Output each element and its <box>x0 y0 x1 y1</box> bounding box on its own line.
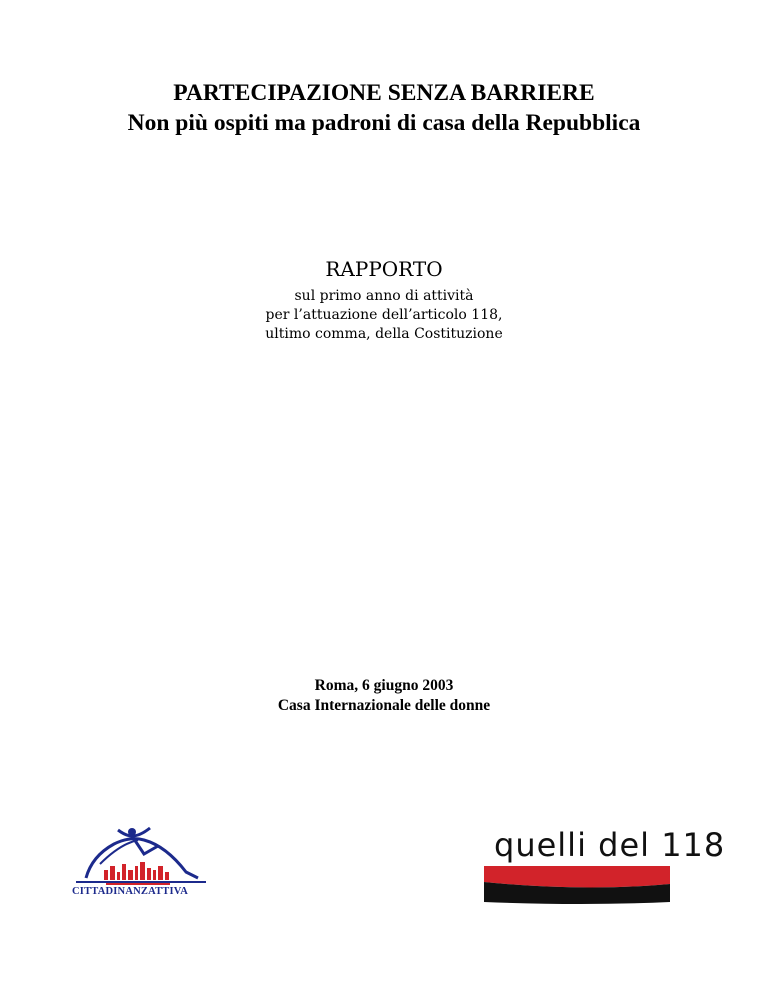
report-subtitle-line-3: ultimo comma, della Costituzione <box>265 326 503 342</box>
cittadinanzattiva-logo <box>70 826 210 906</box>
quelli-del-118-wordmark: quelli del 118 <box>494 826 726 864</box>
cittadinanzattiva-logo-icon <box>70 826 210 888</box>
cittadinanzattiva-wordmark: CITTADINANZATTIVA <box>72 886 189 897</box>
report-subtitle-line-1: sul primo anno di attività <box>294 288 474 304</box>
quelli-del-118-logo <box>484 826 726 906</box>
event-venue: Casa Internazionale delle donne <box>277 697 491 714</box>
title-line-2: Non più ospiti ma padroni di casa della Repubblica <box>127 110 641 136</box>
event-date: Roma, 6 giugno 2003 <box>314 677 454 694</box>
report-subtitle-line-2: per l’attuazione dell’articolo 118, <box>265 307 503 323</box>
report-subtitle <box>0 287 768 344</box>
document-title <box>0 78 768 138</box>
report-section <box>0 254 768 344</box>
report-heading: RAPPORTO <box>325 257 443 281</box>
event-info <box>0 676 768 716</box>
title-line-1: PARTECIPAZIONE SENZA BARRIERE <box>173 80 595 106</box>
